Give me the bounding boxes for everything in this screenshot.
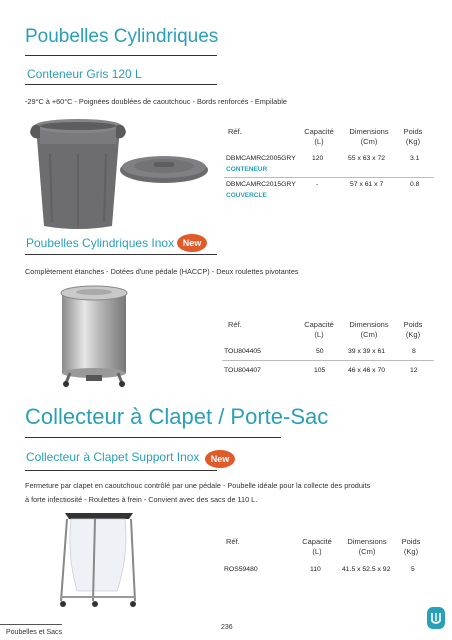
header-dimensions-label: Dimensions (347, 537, 387, 546)
table-row-weight: 8 (412, 348, 416, 355)
section-description: Complètement étanches - Dotées d'une pédale (HACCP) - Deux roulettes pivotantes (25, 267, 299, 276)
table-row-ref: DBMCAMRC2015GRY (226, 181, 296, 188)
col-header-weight (396, 537, 426, 557)
table-row-dimensions: 39 x 39 x 61 (348, 348, 386, 355)
page-number: 236 (221, 624, 233, 631)
table-row-weight: 0.8 (410, 181, 420, 188)
table-row-capacity: - (316, 181, 319, 188)
header-capacity-unit: (L) (314, 136, 324, 146)
table-row-weight: 5 (411, 566, 415, 573)
section-title: Collecteur à Clapet / Porte-Sac (25, 404, 329, 429)
section-title-rule (25, 437, 281, 438)
table-row-capacity: 120 (312, 155, 324, 162)
header-capacity-label: Capacité (304, 127, 334, 136)
col-header-dimensions (342, 537, 392, 557)
table-row-ref: ROS59480 (224, 566, 258, 573)
header-dimensions-unit: (Cm) (360, 329, 378, 339)
header-dimensions-unit: (Cm) (358, 546, 376, 556)
grey-lid-image (118, 150, 210, 186)
sack-holder-image (55, 505, 143, 610)
header-weight-label: Poids (403, 127, 423, 136)
stainless-bin-image (52, 281, 136, 387)
table-separator (224, 177, 434, 178)
col-header-weight (398, 320, 428, 340)
section-description: -29°C à +60°C - Poignées doublées de caoutchouc - Bords renforcés - Empilable (25, 97, 287, 106)
footer-rule (0, 624, 62, 625)
col-header-ref: Réf. (226, 537, 240, 546)
header-capacity-label: Capacité (304, 320, 334, 329)
section-heading: Collecteur à Clapet Support Inox (26, 450, 200, 464)
table-row-sub: CONTENEUR (226, 166, 268, 173)
header-weight-label: Poids (401, 537, 421, 546)
header-weight-unit: (Kg) (403, 546, 419, 556)
table-row-sub: COUVERCLE (226, 192, 267, 199)
page-title: Poubelles Cylindriques (25, 26, 219, 47)
section-heading: Poubelles Cylindriques Inox (26, 236, 175, 250)
col-header-dimensions (344, 127, 394, 147)
header-dimensions-unit: (Cm) (360, 136, 378, 146)
header-weight-unit: (Kg) (405, 329, 421, 339)
header-dimensions-label: Dimensions (349, 320, 389, 329)
table-row-dimensions: 57 x 61 x 7 (350, 181, 384, 188)
title-rule (25, 55, 217, 56)
col-header-capacity (297, 537, 337, 557)
col-header-dimensions (344, 320, 394, 340)
table-row-weight: 3.1 (410, 155, 420, 162)
header-capacity-label: Capacité (302, 537, 332, 546)
table-row-capacity: 110 (310, 566, 321, 573)
grey-bin-image (28, 114, 128, 232)
col-header-weight (398, 127, 428, 147)
table-row-capacity: 105 (314, 367, 326, 374)
section-heading: Conteneur Gris 120 L (27, 67, 142, 81)
header-capacity-unit: (L) (314, 329, 324, 339)
col-header-ref: Réf. (228, 320, 242, 329)
header-weight-unit: (Kg) (405, 136, 421, 146)
table-row-ref: TOU804407 (224, 367, 261, 374)
section-description: Fermeture par clapet en caoutchouc contrôlé par une pédale - Poubelle idéale pour la collecte des produits (25, 481, 371, 490)
col-header-capacity (299, 127, 339, 147)
table-row-ref: DBMCAMRC2005GRY (226, 155, 296, 162)
table-separator (222, 360, 434, 361)
header-dimensions-label: Dimensions (349, 127, 389, 136)
section-rule (25, 470, 217, 471)
table-row-weight: 12 (410, 367, 418, 374)
table-row-dimensions: 46 x 46 x 70 (348, 367, 386, 374)
table-row-dimensions: 41.5 x 52.5 x 92 (342, 566, 391, 573)
brand-logo-icon (426, 606, 446, 630)
table-row-ref: TOU804405 (224, 348, 261, 355)
header-weight-label: Poids (403, 320, 423, 329)
footer-label: Poubelles et Sacs (6, 629, 63, 636)
header-capacity-unit: (L) (312, 546, 322, 556)
table-row-dimensions: 55 x 63 x 72 (348, 155, 386, 162)
section-description: à forte infectiosité - Roulettes à frein - Convient avec des sacs de 110 L. (25, 495, 258, 504)
section-rule (25, 254, 217, 255)
new-badge: New (205, 450, 235, 468)
table-row-capacity: 50 (316, 348, 324, 355)
new-badge: New (177, 234, 207, 252)
col-header-ref: Réf. (228, 127, 242, 136)
col-header-capacity (299, 320, 339, 340)
section-rule (25, 84, 217, 85)
